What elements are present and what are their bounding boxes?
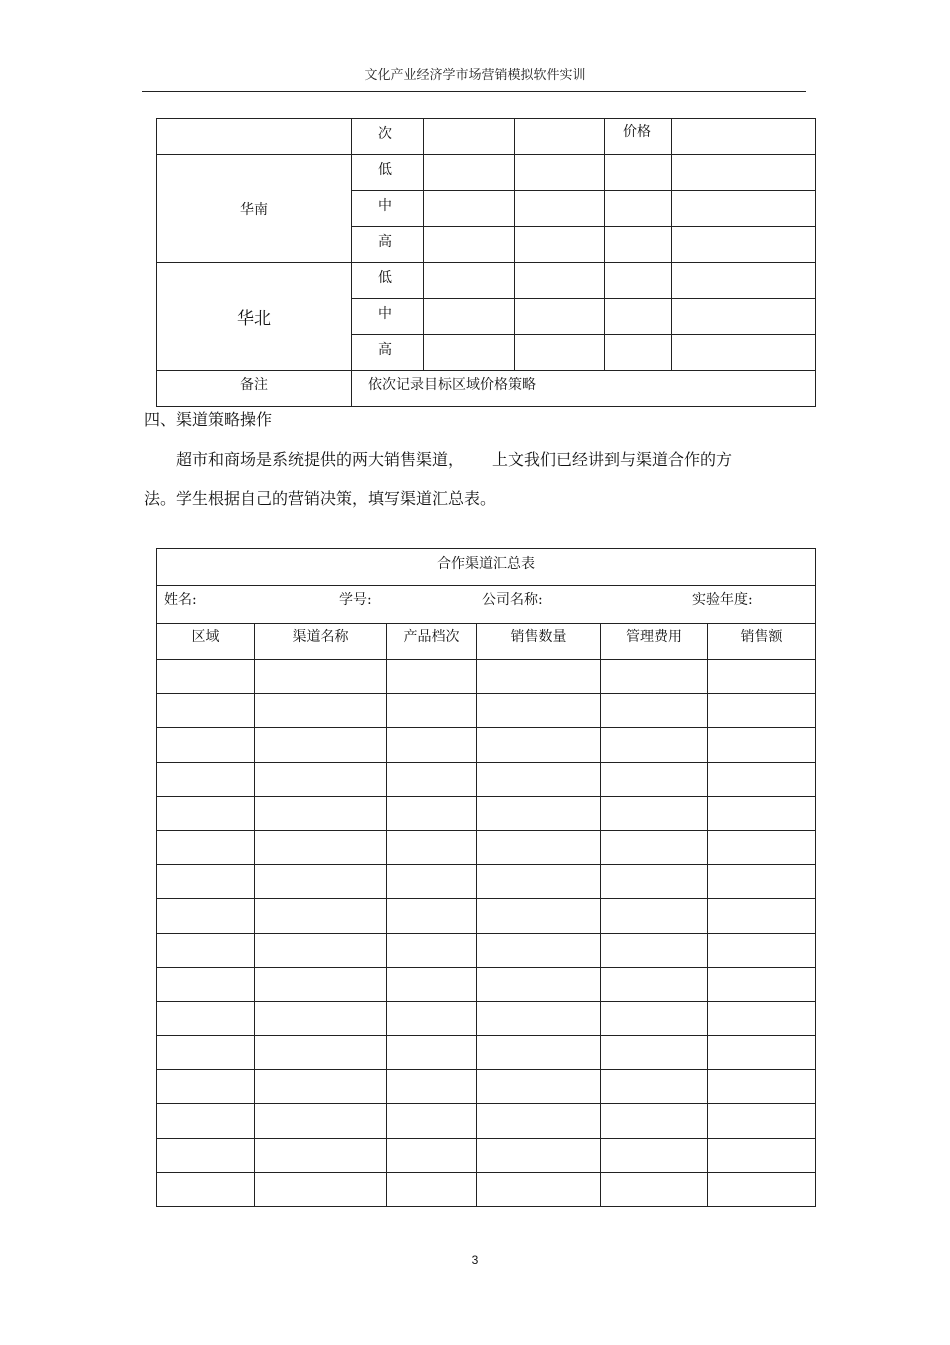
table-cell[interactable] <box>387 830 477 864</box>
table-cell[interactable] <box>477 694 601 728</box>
table-row <box>157 1104 816 1138</box>
table-cell[interactable] <box>477 1172 601 1206</box>
table-cell[interactable] <box>601 796 708 830</box>
table-cell[interactable] <box>424 299 515 335</box>
table-cell[interactable] <box>387 660 477 694</box>
table-cell[interactable] <box>477 933 601 967</box>
note-label: 备注 <box>157 371 352 407</box>
table-cell[interactable] <box>601 1138 708 1172</box>
table-cell[interactable] <box>255 1036 387 1070</box>
table-cell[interactable] <box>157 660 255 694</box>
table-cell[interactable] <box>255 865 387 899</box>
header-rule <box>142 91 806 92</box>
table-cell[interactable] <box>387 865 477 899</box>
table-cell[interactable] <box>477 728 601 762</box>
table-cell[interactable] <box>708 865 816 899</box>
table-cell[interactable] <box>477 660 601 694</box>
table-cell[interactable] <box>255 1001 387 1035</box>
paragraph-text: 超市和商场是系统提供的两大销售渠道， <box>176 450 465 469</box>
table-cell[interactable] <box>601 1070 708 1104</box>
table-cell[interactable] <box>157 796 255 830</box>
table-cell[interactable] <box>387 1070 477 1104</box>
table-cell[interactable] <box>477 1036 601 1070</box>
table-cell[interactable] <box>157 830 255 864</box>
table-cell <box>424 119 515 155</box>
table-cell[interactable] <box>157 728 255 762</box>
table-cell[interactable] <box>477 967 601 1001</box>
table-cell[interactable] <box>387 933 477 967</box>
table-row <box>157 865 816 899</box>
page-number: 3 <box>471 1253 479 1267</box>
table-cell[interactable] <box>605 335 672 371</box>
table-cell[interactable] <box>387 899 477 933</box>
table-cell[interactable] <box>515 155 605 191</box>
column-header: 区域 <box>157 624 255 660</box>
table-cell[interactable] <box>605 263 672 299</box>
table-cell[interactable] <box>255 830 387 864</box>
table-cell[interactable] <box>601 1036 708 1070</box>
table-cell[interactable] <box>387 1001 477 1035</box>
table-row <box>157 1138 816 1172</box>
table-cell[interactable] <box>708 694 816 728</box>
table-cell[interactable] <box>387 796 477 830</box>
table-row <box>157 1036 816 1070</box>
table-cell[interactable] <box>605 299 672 335</box>
table-cell <box>672 119 816 155</box>
table-cell[interactable] <box>424 155 515 191</box>
table-cell[interactable] <box>601 660 708 694</box>
table-cell <box>157 119 352 155</box>
table-cell[interactable] <box>157 865 255 899</box>
column-header-row <box>157 624 816 660</box>
channel-table-body <box>157 660 816 1207</box>
paragraph-line-1 <box>144 447 804 470</box>
table-row <box>157 263 816 299</box>
table-cell[interactable] <box>708 830 816 864</box>
table-cell[interactable] <box>255 660 387 694</box>
table-cell[interactable] <box>708 1138 816 1172</box>
name-field-label: 姓名: <box>164 592 197 608</box>
table-cell[interactable] <box>605 227 672 263</box>
tier-label: 低 <box>352 155 424 191</box>
tier-label: 中 <box>352 191 424 227</box>
table-cell[interactable] <box>672 299 816 335</box>
table-cell[interactable] <box>477 899 601 933</box>
table-cell[interactable] <box>157 1001 255 1035</box>
table-row <box>157 830 816 864</box>
region-north-china: 华北 <box>157 263 352 371</box>
table-cell[interactable] <box>387 728 477 762</box>
table-cell[interactable] <box>708 762 816 796</box>
table-cell[interactable] <box>601 865 708 899</box>
table-cell[interactable] <box>601 830 708 864</box>
table-cell[interactable] <box>255 1138 387 1172</box>
table-cell[interactable] <box>477 830 601 864</box>
table-cell <box>515 119 605 155</box>
table-row <box>157 933 816 967</box>
column-header: 产品档次 <box>387 624 477 660</box>
table-cell[interactable] <box>515 227 605 263</box>
column-header: 销售额 <box>708 624 816 660</box>
table-cell[interactable] <box>708 660 816 694</box>
table-cell[interactable] <box>477 796 601 830</box>
table-cell[interactable] <box>515 191 605 227</box>
table-cell[interactable] <box>477 865 601 899</box>
table-cell[interactable] <box>515 299 605 335</box>
table-cell[interactable] <box>387 694 477 728</box>
table-cell[interactable] <box>255 728 387 762</box>
table-cell[interactable] <box>477 762 601 796</box>
table-cell[interactable] <box>157 933 255 967</box>
paragraph-text: 上文我们已经讲到与渠道合作的方 <box>492 450 733 469</box>
table-cell[interactable] <box>255 1172 387 1206</box>
paragraph-line-2: 法。学生根据自己的营销决策，填写渠道汇总表。 <box>144 489 497 508</box>
table-cell[interactable] <box>387 1104 477 1138</box>
table-cell[interactable] <box>708 1001 816 1035</box>
price-strategy-table <box>156 118 816 407</box>
price-label: 价格 <box>605 119 672 155</box>
table-cell[interactable] <box>255 694 387 728</box>
table-cell[interactable] <box>157 1138 255 1172</box>
table-cell[interactable] <box>672 335 816 371</box>
table-cell[interactable] <box>255 967 387 1001</box>
table-row <box>157 694 816 728</box>
column-header: 管理费用 <box>601 624 708 660</box>
table-cell[interactable] <box>157 899 255 933</box>
table-cell[interactable] <box>708 1036 816 1070</box>
table-row <box>157 660 816 694</box>
table-cell[interactable] <box>601 899 708 933</box>
student-id-field-label: 学号: <box>339 592 372 608</box>
tier-label: 低 <box>352 263 424 299</box>
table-cell[interactable] <box>708 1070 816 1104</box>
table-cell[interactable] <box>387 1138 477 1172</box>
tier-label: 次 <box>352 119 424 155</box>
table-cell[interactable] <box>255 1104 387 1138</box>
table-row <box>157 967 816 1001</box>
channel-summary-table <box>156 548 816 1207</box>
table-cell[interactable] <box>477 1001 601 1035</box>
table-row <box>157 728 816 762</box>
table-cell[interactable] <box>672 263 816 299</box>
table-cell[interactable] <box>157 1172 255 1206</box>
table-cell[interactable] <box>477 1104 601 1138</box>
table-cell[interactable] <box>601 1104 708 1138</box>
table-cell[interactable] <box>601 967 708 1001</box>
table-row <box>157 762 816 796</box>
tier-label: 高 <box>352 227 424 263</box>
table-cell[interactable] <box>424 263 515 299</box>
table-row <box>157 1070 816 1104</box>
table-cell[interactable] <box>157 1036 255 1070</box>
table-row <box>157 899 816 933</box>
table-cell[interactable] <box>605 191 672 227</box>
table-row <box>157 796 816 830</box>
info-row <box>157 586 816 624</box>
table-cell[interactable] <box>601 1001 708 1035</box>
table-cell[interactable] <box>601 933 708 967</box>
table-cell[interactable] <box>708 967 816 1001</box>
running-header: 文化产业经济学市场营销模拟软件实训 <box>364 68 586 83</box>
table-cell[interactable] <box>387 1036 477 1070</box>
table-cell[interactable] <box>387 967 477 1001</box>
table-cell[interactable] <box>515 263 605 299</box>
table-cell[interactable] <box>601 1172 708 1206</box>
table-cell[interactable] <box>605 155 672 191</box>
table-row <box>157 1172 816 1206</box>
table-cell[interactable] <box>255 899 387 933</box>
table-cell[interactable] <box>157 762 255 796</box>
table-cell[interactable] <box>708 1172 816 1206</box>
table-cell[interactable] <box>255 762 387 796</box>
experiment-year-field-label: 实验年度: <box>692 592 753 608</box>
table-cell[interactable] <box>255 796 387 830</box>
info-cell <box>157 586 816 624</box>
company-name-field-label: 公司名称: <box>482 592 543 608</box>
table-cell[interactable] <box>387 762 477 796</box>
section-heading: 四、渠道策略操作 <box>144 410 273 429</box>
tier-label: 高 <box>352 335 424 371</box>
table-row <box>157 155 816 191</box>
price-table-top-row <box>157 119 816 155</box>
table-row <box>157 1001 816 1035</box>
table-title: 合作渠道汇总表 <box>157 549 816 586</box>
table-cell[interactable] <box>708 728 816 762</box>
table-cell[interactable] <box>424 227 515 263</box>
table-cell[interactable] <box>708 1104 816 1138</box>
table-cell[interactable] <box>255 1070 387 1104</box>
table-cell[interactable] <box>157 694 255 728</box>
table-cell[interactable] <box>515 335 605 371</box>
note-row <box>157 371 816 407</box>
table-cell[interactable] <box>601 694 708 728</box>
table-cell[interactable] <box>477 1070 601 1104</box>
tier-label: 中 <box>352 299 424 335</box>
table-cell[interactable] <box>387 1172 477 1206</box>
table-cell[interactable] <box>672 155 816 191</box>
table-cell[interactable] <box>157 967 255 1001</box>
note-text: 依次记录目标区域价格策略 <box>352 371 816 407</box>
table-cell[interactable] <box>424 335 515 371</box>
table-cell[interactable] <box>708 899 816 933</box>
table-cell[interactable] <box>601 728 708 762</box>
table-cell[interactable] <box>708 933 816 967</box>
table-cell[interactable] <box>477 1138 601 1172</box>
table-cell[interactable] <box>157 1104 255 1138</box>
table-cell[interactable] <box>255 933 387 967</box>
table-cell[interactable] <box>672 227 816 263</box>
table-cell[interactable] <box>424 191 515 227</box>
table-cell[interactable] <box>601 762 708 796</box>
table-cell[interactable] <box>157 1070 255 1104</box>
column-header: 销售数量 <box>477 624 601 660</box>
table-title-row <box>157 549 816 586</box>
table-cell[interactable] <box>708 796 816 830</box>
table-cell[interactable] <box>672 191 816 227</box>
region-south-china: 华南 <box>157 155 352 263</box>
column-header: 渠道名称 <box>255 624 387 660</box>
